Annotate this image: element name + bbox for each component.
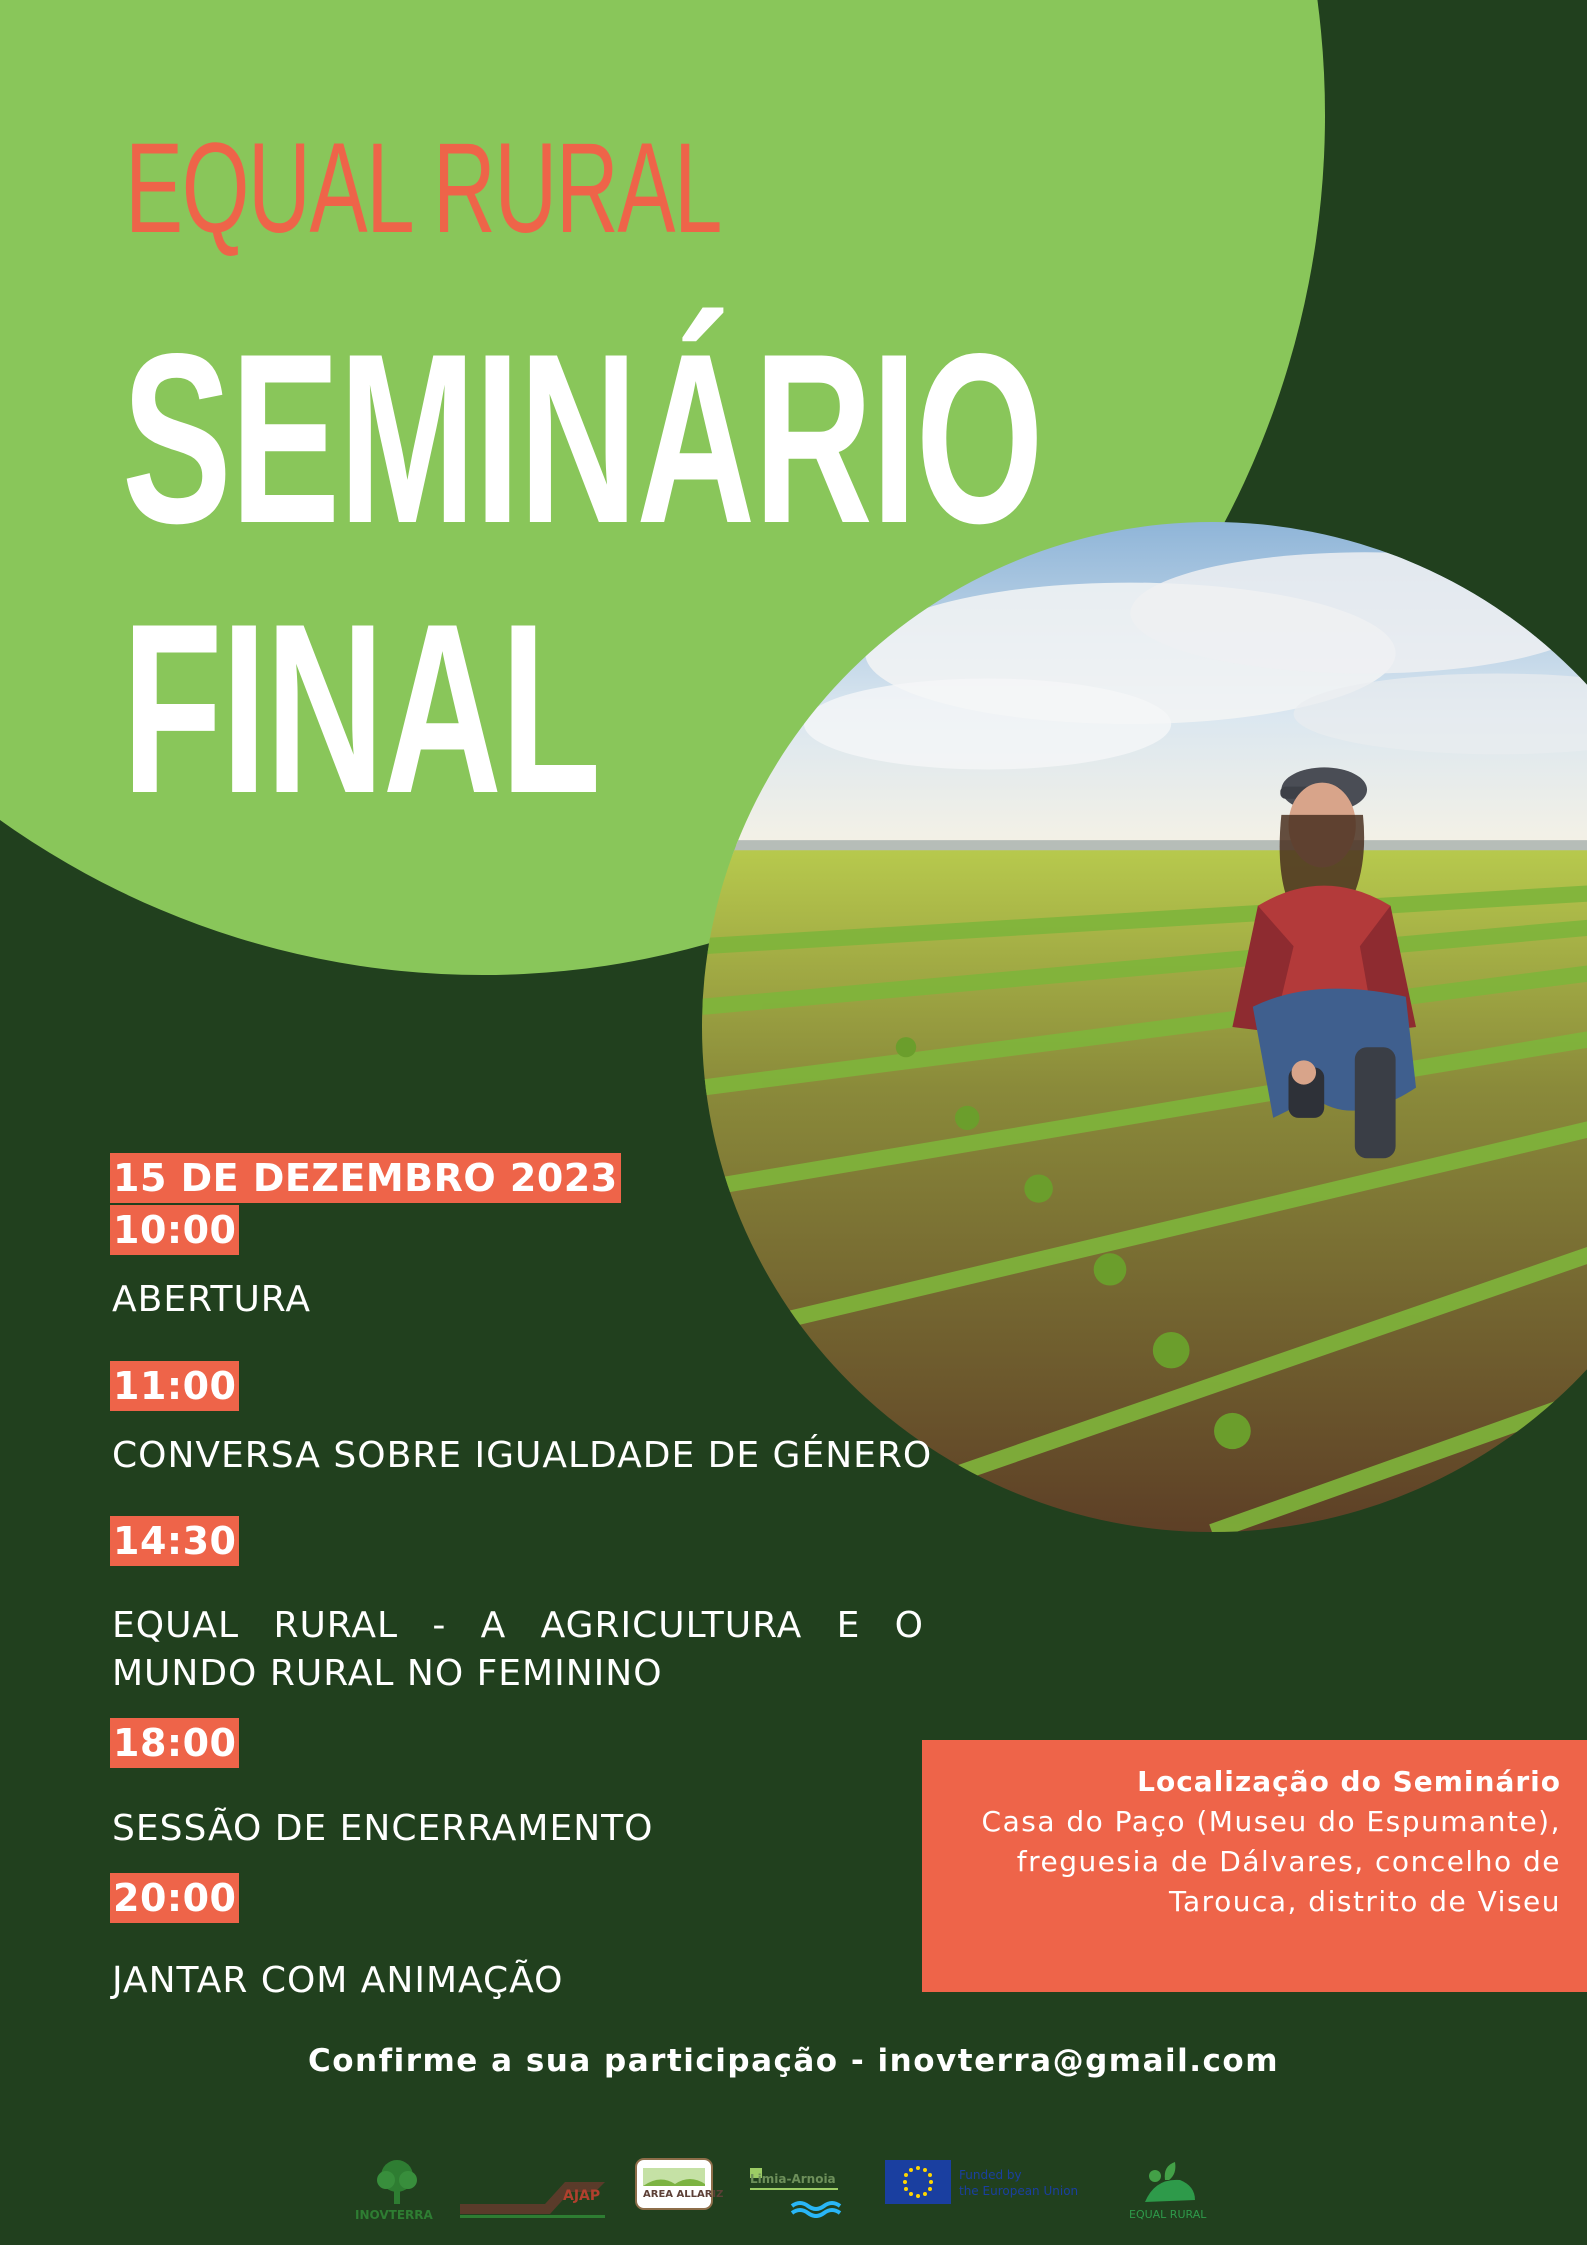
agenda-item-1: ABERTURA: [112, 1279, 311, 1320]
inovterra-label: INOVTERRA: [355, 2208, 433, 2222]
eu-funded-line-1: Funded by: [959, 2168, 1022, 2182]
title-line-2: FINAL: [122, 574, 600, 844]
event-date-badge: 15 DE DEZEMBRO 2023: [110, 1153, 621, 1203]
equal-rural-label: EQUAL RURAL: [1129, 2208, 1207, 2221]
equal-rural-logo: [1125, 2158, 1210, 2228]
location-line-2: freguesia de Dálvares, concelho de: [1016, 1845, 1561, 1878]
eu-flag-icon: [885, 2158, 951, 2204]
event-tagline: EQUAL RURAL: [125, 117, 722, 260]
inovterra-logo: [352, 2158, 442, 2228]
eu-funded-line-2: the European Union: [959, 2184, 1079, 2198]
limia-arnoia-logo: [748, 2158, 843, 2228]
location-line-1: Casa do Paço (Museu do Espumante),: [981, 1805, 1561, 1838]
plant-icon: [1125, 2158, 1210, 2206]
location-title: Localização do Seminário: [1137, 1765, 1561, 1798]
time-badge-4: 18:00: [110, 1718, 239, 1768]
partner-logos: [0, 2158, 1587, 2228]
tree-icon: [352, 2158, 442, 2206]
title-line-1: SEMINÁRIO: [122, 304, 1043, 574]
agenda-item-2: CONVERSA SOBRE IGUALDADE DE GÉNERO: [112, 1435, 933, 1476]
time-badge-1: 10:00: [110, 1205, 239, 1255]
agenda-item-4: SESSÃO DE ENCERRAMENTO: [112, 1808, 654, 1849]
limia-label: Limia-Arnoia: [750, 2172, 836, 2186]
location-line-3: Tarouca, distrito de Viseu: [1169, 1885, 1561, 1918]
ajap-logo: [455, 2158, 610, 2228]
river-icon: [748, 2158, 843, 2218]
reserva-label: AREA ALLARIZ: [643, 2189, 724, 2200]
rsvp-text: Confirme a sua participação - inovterra@gmail.com: [307, 2043, 1280, 2079]
location-box: [922, 1740, 1587, 1992]
time-badge-5: 20:00: [110, 1873, 239, 1923]
time-badge-3: 14:30: [110, 1516, 239, 1566]
agenda-item-5: JANTAR COM ANIMAÇÃO: [112, 1960, 564, 2001]
eu-funding-logo: [885, 2158, 1095, 2228]
agenda-item-3: EQUAL RURAL - A AGRICULTURA E O MUNDO RURAL NO FEMININO: [112, 1605, 924, 1694]
ajap-label: AJAP: [563, 2188, 601, 2204]
reserva-badge-icon: [635, 2158, 713, 2210]
reserva-allariz-logo: [635, 2158, 724, 2228]
time-badge-2: 11:00: [110, 1361, 239, 1411]
